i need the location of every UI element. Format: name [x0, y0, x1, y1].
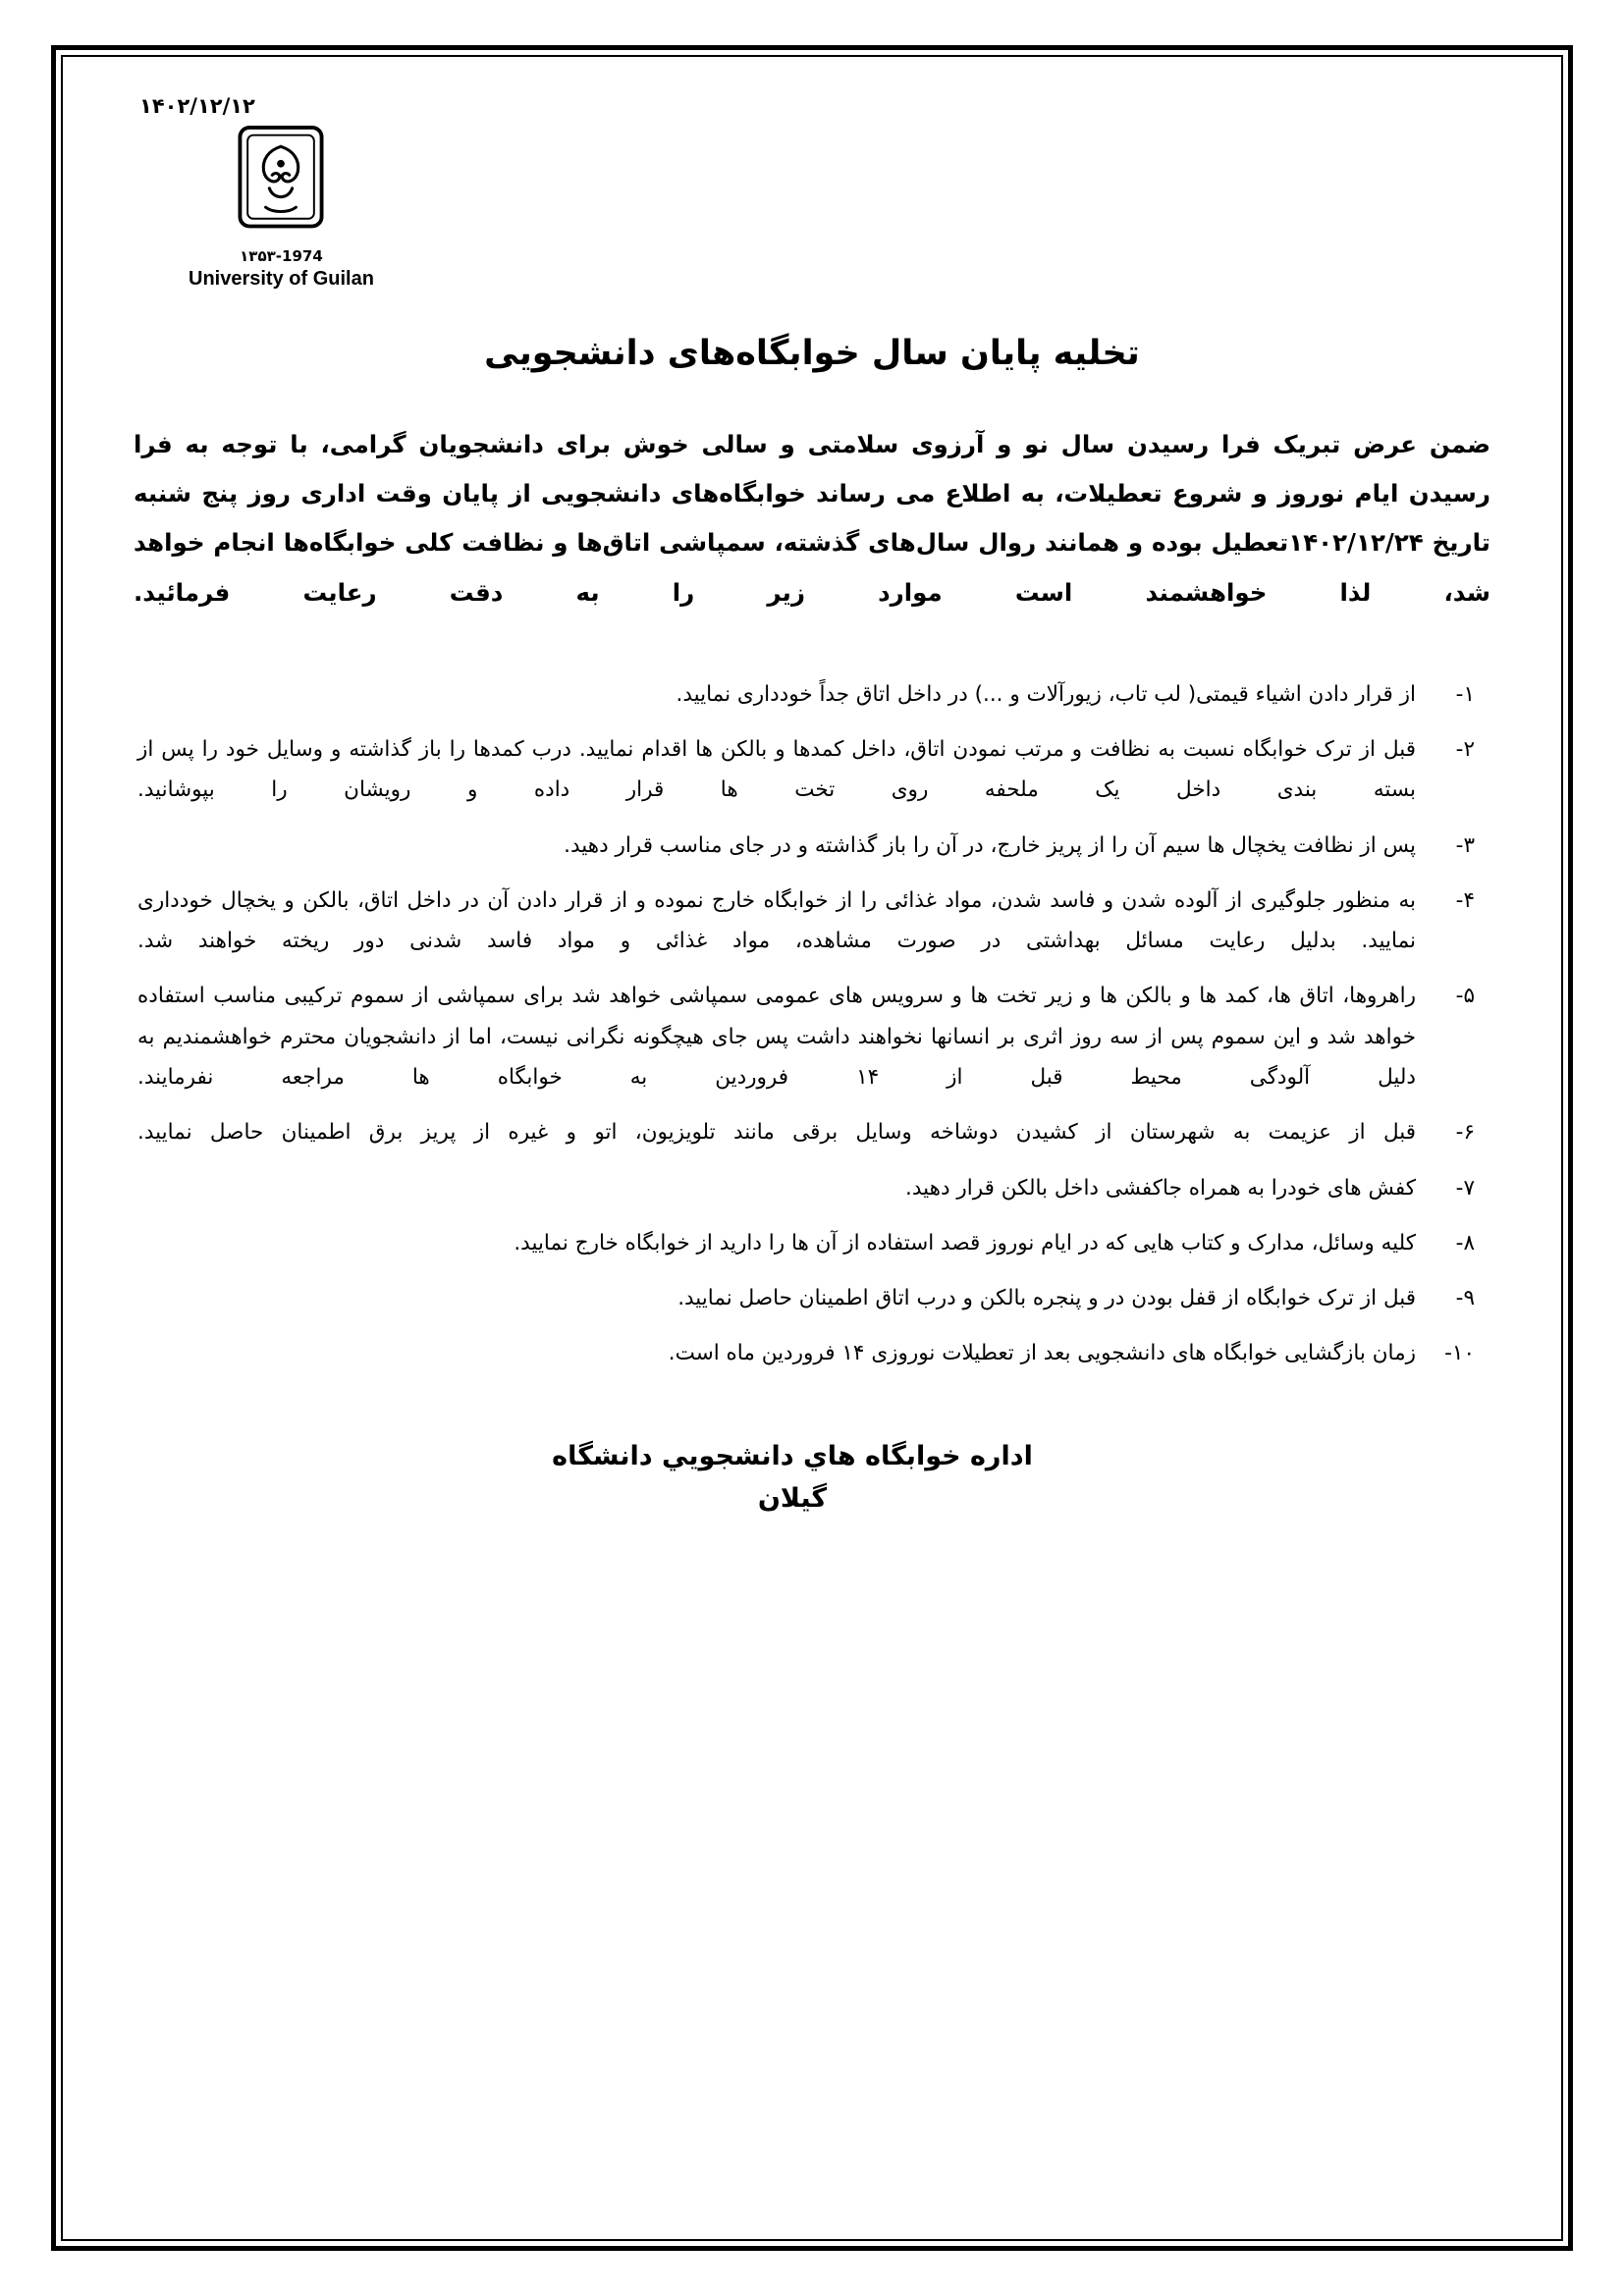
list-item [137, 1278, 1475, 1318]
instructions-list [116, 674, 1508, 1374]
list-item [137, 1223, 1475, 1263]
document-date: ۱۴۰۲/۱۲/۱۲ [139, 94, 255, 118]
university-of-guilan-seal-icon [224, 126, 338, 241]
list-item-text: کفش های خودرا به همراه جاکفشی داخل بالکن قرار دهید. [905, 1175, 1416, 1201]
list-item-number: ۶- [1455, 1120, 1475, 1146]
list-item-number: ۴- [1455, 887, 1475, 913]
list-item [137, 976, 1475, 1097]
document-content [51, 45, 1573, 1578]
list-item [137, 729, 1475, 811]
list-item-text: قبل از ترک خوابگاه از قفل بودن در و پنجره بالکن و درب اتاق اطمینان حاصل نمایید. [677, 1286, 1416, 1311]
letterhead-logo [116, 118, 1508, 291]
list-item [137, 1168, 1475, 1208]
page-title: تخلیه پایان سال خوابگاه‌های دانشجویی [484, 334, 1140, 373]
list-item-text: راهروها، اتاق ها، کمد ها و بالکن ها و زیر تخت ها و سرویس های عمومی سمپاشی خواهد شد برای سمپاشی از سموم ترکیبی مناسب استفاده خواهد شد و این سموم پس از سه روز اثری بر انسانها نخواهند داشت پس جای هیچگونه نگرانی نیست، اما از دانشجویان محترم خواهشمندیم به دلیل آلودگی محیط قبل از ۱۴ فروردین به خوابگاه ها مراجعه نفرمایند. [137, 984, 1417, 1090]
list-item-text: قبل از عزیمت به شهرستان از کشیدن دوشاخه وسایل برقی مانند تلویزیون، اتو و غیره از پریز برق اطمینان حاصل نمایید. [137, 1120, 1416, 1146]
list-item-number: ۷- [1455, 1175, 1475, 1201]
list-item [137, 1333, 1475, 1373]
logo-university-name-en: University of Guilan [189, 268, 374, 290]
list-item [137, 674, 1475, 715]
list-item-number: ۹- [1455, 1286, 1475, 1311]
list-item-text: زمان بازگشایی خوابگاه های دانشجویی بعد از تعطیلات نوروزی ۱۴ فروردین ماه است. [668, 1341, 1416, 1366]
list-item-number: ۱- [1455, 681, 1475, 707]
list-item-text: از قرار دادن اشیاء قیمتی( لب تاب، زیورآلات و ...) در داخل اتاق جداً خودداری نمایید. [676, 681, 1416, 707]
list-item [137, 1112, 1475, 1152]
signature-line-1: اداره خوابگاه هاي دانشجويي دانشگاه [552, 1440, 1033, 1471]
list-item [137, 881, 1475, 962]
bottom-spacer [116, 1520, 1508, 1578]
logo-established-year: ۱۳۵۳-1974 [240, 247, 323, 265]
list-item-number: ۸- [1455, 1230, 1475, 1255]
list-item-text: قبل از ترک خوابگاه نسبت به نظافت و مرتب نمودن اتاق، داخل کمدها و بالکن ها اقدام نمایید. درب کمدها را باز گذاشته و وسایل خود را پس از بسته بندی داخل یک ملحفه روی تخت ها قرار داده و رویشان را بپوشانید. [137, 737, 1416, 803]
list-item-number: ۱۰- [1444, 1341, 1475, 1366]
list-item-text: کلیه وسائل، مدارک و کتاب هایی که در ایام نوروز قصد استفاده از آن ها را دارید از خوابگاه خارج نمایید. [514, 1230, 1416, 1255]
list-item-text: به منظور جلوگیری از آلوده شدن و فاسد شدن، مواد غذائی را از خوابگاه خارج نموده و از قرار دادن آن در داخل اتاق، بالکن و یخچال خودداری نمایید. بدلیل رعایت مسائل بهداشتی در صورت مشاهده، مواد غذائی و مواد فاسد شدنی دور ریخته خواهند شد. [137, 887, 1416, 954]
signature-block [116, 1435, 1508, 1520]
intro-paragraph: ضمن عرض تبریک فرا رسیدن سال نو و آرزوی سلامتی و سالی خوش برای دانشجویان گرامی، با توجه به فرا رسیدن ایام نوروز و شروع تعطیلات، به اطلاع می رساند خوابگاه‌های دانشجویی از پایان وقت اداری روز پنج شنبه تاریخ ۱۴۰۲/۱۲/۲۴تعطیل بوده و همانند روال سال‌های گذشته، سمپاشی اتاق‌ها و نظافت کلی خوابگاه‌ها انجام خواهد شد، لذا خواهشمند است موارد زیر را به دقت رعایت فرمائید. [134, 430, 1490, 607]
list-item-number: ۳- [1455, 832, 1475, 858]
list-item-number: ۵- [1455, 984, 1475, 1009]
list-item-number: ۲- [1455, 737, 1475, 763]
list-item-text: پس از نظافت یخچال ها سیم آن را از پریز خارج، در آن را باز گذاشته و در جای مناسب قرار دهید. [564, 832, 1416, 858]
list-item [137, 826, 1475, 866]
signature-line-2: گیلان [757, 1482, 828, 1514]
